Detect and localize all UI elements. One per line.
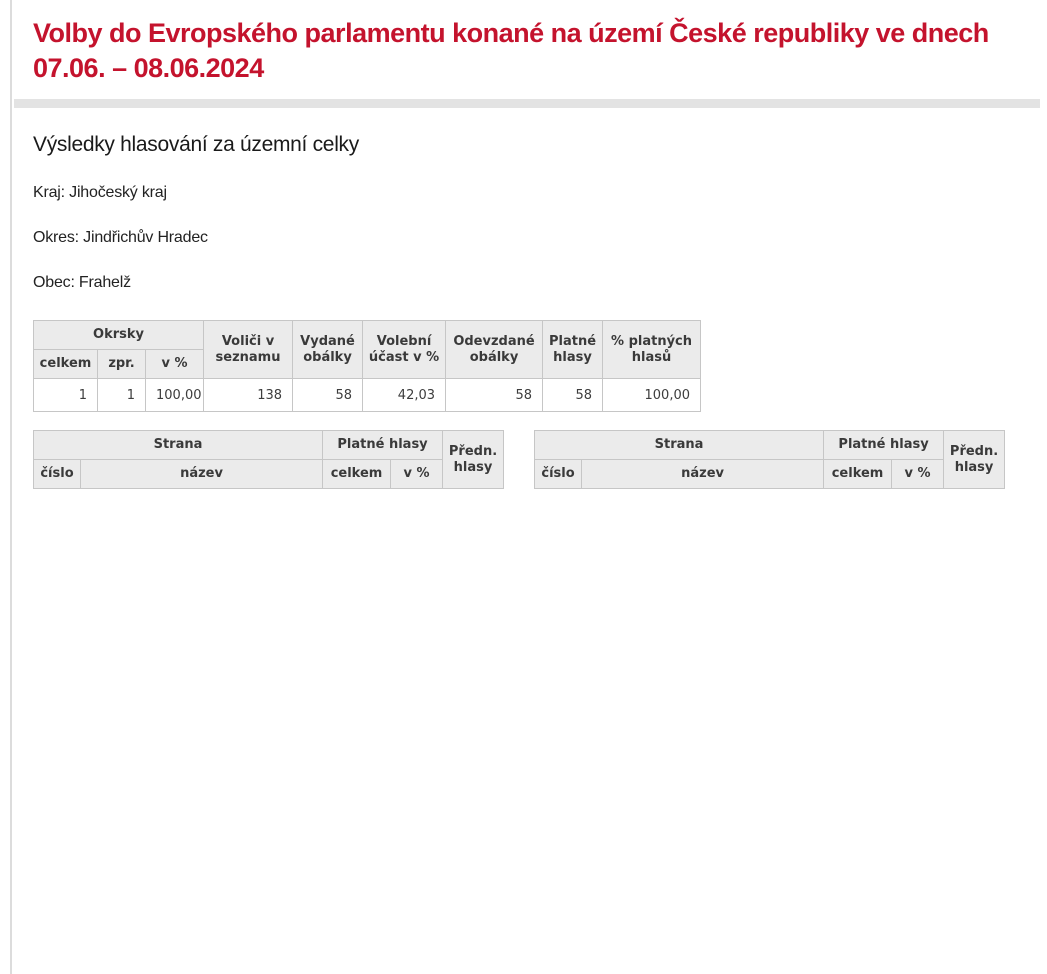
party-table-left bbox=[33, 430, 504, 489]
page-title-line2: 07.06. – 08.06.2024 bbox=[33, 53, 264, 83]
volebni-ucast-value: 42,03 bbox=[363, 379, 446, 412]
header-cislo: číslo bbox=[535, 460, 582, 489]
header-volici-v-seznamu: Voliči v seznamu bbox=[204, 321, 293, 379]
page bbox=[14, 0, 1047, 489]
header-okrsky: Okrsky bbox=[34, 321, 204, 350]
header-celkem: celkem bbox=[824, 460, 892, 489]
odevzdane-obalky-value: 58 bbox=[446, 379, 543, 412]
header-strana: Strana bbox=[34, 431, 323, 460]
header-okrsky-zpr: zpr. bbox=[98, 350, 146, 379]
header-okrsky-v-pct: v % bbox=[146, 350, 204, 379]
header-platne-hlasy-group: Platné hlasy bbox=[824, 431, 944, 460]
okrsky-celkem-value: 1 bbox=[34, 379, 98, 412]
platne-hlasy-value: 58 bbox=[543, 379, 603, 412]
header-v-pct: v % bbox=[892, 460, 944, 489]
volici-v-seznamu-value: 138 bbox=[204, 379, 293, 412]
party-table-right bbox=[534, 430, 1005, 489]
turnout-summary-row bbox=[34, 379, 701, 412]
header-strana: Strana bbox=[535, 431, 824, 460]
header-pct-platnych: % platných hlasů bbox=[603, 321, 701, 379]
header-vydane-obalky: Vydané obálky bbox=[293, 321, 363, 379]
region-obec: Obec: Frahelž bbox=[33, 274, 131, 291]
okrsky-zpr-value: 1 bbox=[98, 379, 146, 412]
title-divider bbox=[14, 99, 1040, 108]
page-left-rule bbox=[10, 0, 12, 974]
header-predn-hlasy: Předn. hlasy bbox=[443, 431, 504, 489]
pct-platnych-value: 100,00 bbox=[603, 379, 701, 412]
header-predn-hlasy: Předn. hlasy bbox=[944, 431, 1005, 489]
header-nazev: název bbox=[81, 460, 323, 489]
header-v-pct: v % bbox=[391, 460, 443, 489]
page-title bbox=[33, 16, 1047, 86]
header-cislo: číslo bbox=[34, 460, 81, 489]
header-odevzdane-obalky: Odevzdané obálky bbox=[446, 321, 543, 379]
header-platne-hlasy-group: Platné hlasy bbox=[323, 431, 443, 460]
region-kraj: Kraj: Jihočeský kraj bbox=[33, 184, 167, 201]
subtitle: Výsledky hlasování za územní celky bbox=[33, 133, 359, 156]
header-platne-hlasy: Platné hlasy bbox=[543, 321, 603, 379]
header-volebni-ucast: Volební účast v % bbox=[363, 321, 446, 379]
turnout-summary-table bbox=[33, 320, 701, 412]
page-title-line1: Volby do Evropského parlamentu konané na území České republiky ve dnech bbox=[33, 18, 989, 48]
okrsky-v-pct-value: 100,00 bbox=[146, 379, 204, 412]
header-okrsky-celkem: celkem bbox=[34, 350, 98, 379]
party-results-section bbox=[33, 430, 1047, 489]
header-celkem: celkem bbox=[323, 460, 391, 489]
region-okres: Okres: Jindřichův Hradec bbox=[33, 229, 208, 246]
header-nazev: název bbox=[582, 460, 824, 489]
vydane-obalky-value: 58 bbox=[293, 379, 363, 412]
